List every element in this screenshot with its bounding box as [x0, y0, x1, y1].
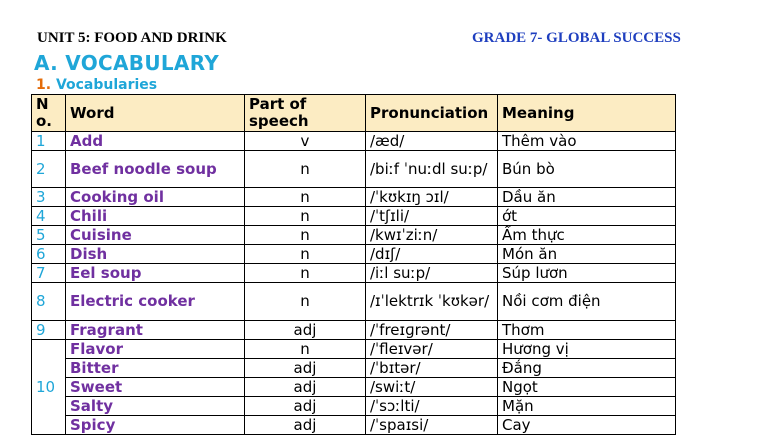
- table-row: [32, 207, 676, 226]
- row-meaning: ớt: [498, 207, 676, 226]
- row-word: Spicy: [66, 416, 245, 435]
- row-pronunciation: /ˈfleɪvər/: [366, 340, 498, 359]
- row-pronunciation: /ˈspaɪsi/: [366, 416, 498, 435]
- row-meaning: Súp lươn: [498, 264, 676, 283]
- table-row: [32, 132, 676, 151]
- row-pronunciation: /ˈbɪtər/: [366, 359, 498, 378]
- row-pronunciation: /ˈkʊkɪŋ ɔɪl/: [366, 188, 498, 207]
- row-word: Bitter: [66, 359, 245, 378]
- row-pronunciation: /biːf ˈnuːdl suːp/: [366, 151, 498, 188]
- row-pronunciation: /æd/: [366, 132, 498, 151]
- table-row: [32, 245, 676, 264]
- subsection-number: 1.: [36, 77, 52, 93]
- table-row: [32, 340, 676, 359]
- row-number: 8: [32, 283, 66, 321]
- row-pronunciation: /iːl suːp/: [366, 264, 498, 283]
- row-pos: adj: [245, 359, 366, 378]
- row-word: Chili: [66, 207, 245, 226]
- row-pronunciation: /kwɪˈziːn/: [366, 226, 498, 245]
- row-pos: adj: [245, 321, 366, 340]
- row-pos: n: [245, 188, 366, 207]
- row-meaning: Dầu ăn: [498, 188, 676, 207]
- row-pos: n: [245, 151, 366, 188]
- vocabulary-table: [31, 94, 676, 435]
- row-pos: n: [245, 245, 366, 264]
- unit-heading: UNIT 5: FOOD AND DRINK: [37, 30, 227, 46]
- row-number: 6: [32, 245, 66, 264]
- row-meaning: Thêm vào: [498, 132, 676, 151]
- row-meaning: Ẩm thực: [498, 226, 676, 245]
- col-header-pronunciation: Pronunciation: [366, 95, 498, 132]
- row-number: 2: [32, 151, 66, 188]
- row-word: Fragrant: [66, 321, 245, 340]
- table-row: [32, 397, 676, 416]
- row-number: 5: [32, 226, 66, 245]
- row-pos: v: [245, 132, 366, 151]
- table-row: [32, 226, 676, 245]
- subsection-label: Vocabularies: [55, 77, 158, 93]
- table-row: [32, 151, 676, 188]
- row-pronunciation: /ɪˈlektrɪk ˈkʊkər/: [366, 283, 498, 321]
- row-word: Flavor: [66, 340, 245, 359]
- row-word: Salty: [66, 397, 245, 416]
- col-header-no: N o.: [32, 95, 66, 132]
- table-row: [32, 378, 676, 397]
- row-word: Cuisine: [66, 226, 245, 245]
- row-pos: adj: [245, 378, 366, 397]
- row-word: Beef noodle soup: [66, 151, 245, 188]
- table-row: [32, 359, 676, 378]
- row-pos: n: [245, 283, 366, 321]
- row-pos: adj: [245, 416, 366, 435]
- row-meaning: Ngọt: [498, 378, 676, 397]
- col-header-pos: Part of speech: [245, 95, 366, 132]
- row-pronunciation: /swiːt/: [366, 378, 498, 397]
- row-number: 7: [32, 264, 66, 283]
- row-pronunciation: /dɪʃ/: [366, 245, 498, 264]
- row-meaning: Món ăn: [498, 245, 676, 264]
- row-meaning: Bún bò: [498, 151, 676, 188]
- row-pronunciation: /ˈfreɪɡrənt/: [366, 321, 498, 340]
- row-number: 3: [32, 188, 66, 207]
- row-pos: n: [245, 340, 366, 359]
- row-meaning: Mặn: [498, 397, 676, 416]
- row-word: Electric cooker: [66, 283, 245, 321]
- subsection-title: [36, 77, 157, 93]
- row-word: Eel soup: [66, 264, 245, 283]
- row-pronunciation: /ˈsɔːlti/: [366, 397, 498, 416]
- table-header-row: [32, 95, 676, 132]
- row-meaning: Hương vị: [498, 340, 676, 359]
- table-row: [32, 416, 676, 435]
- grade-heading: GRADE 7- GLOBAL SUCCESS: [472, 30, 681, 46]
- row-pos: adj: [245, 397, 366, 416]
- row-word: Cooking oil: [66, 188, 245, 207]
- row-meaning: Đắng: [498, 359, 676, 378]
- row-meaning: Nồi cơm điện: [498, 283, 676, 321]
- row-meaning: Thơm: [498, 321, 676, 340]
- row-pos: n: [245, 264, 366, 283]
- row-number: 1: [32, 132, 66, 151]
- table-row: [32, 188, 676, 207]
- row-pos: n: [245, 207, 366, 226]
- table-row: [32, 321, 676, 340]
- row-number: 9: [32, 321, 66, 340]
- col-header-meaning: Meaning: [498, 95, 676, 132]
- row-word: Sweet: [66, 378, 245, 397]
- row-pronunciation: /ˈtʃɪli/: [366, 207, 498, 226]
- row-word: Dish: [66, 245, 245, 264]
- row-number: 10: [32, 340, 66, 435]
- table-row: [32, 264, 676, 283]
- row-number: 4: [32, 207, 66, 226]
- section-title: A. VOCABULARY: [34, 51, 220, 75]
- row-word: Add: [66, 132, 245, 151]
- col-header-word: Word: [66, 95, 245, 132]
- table-row: [32, 283, 676, 321]
- row-meaning: Cay: [498, 416, 676, 435]
- row-pos: n: [245, 226, 366, 245]
